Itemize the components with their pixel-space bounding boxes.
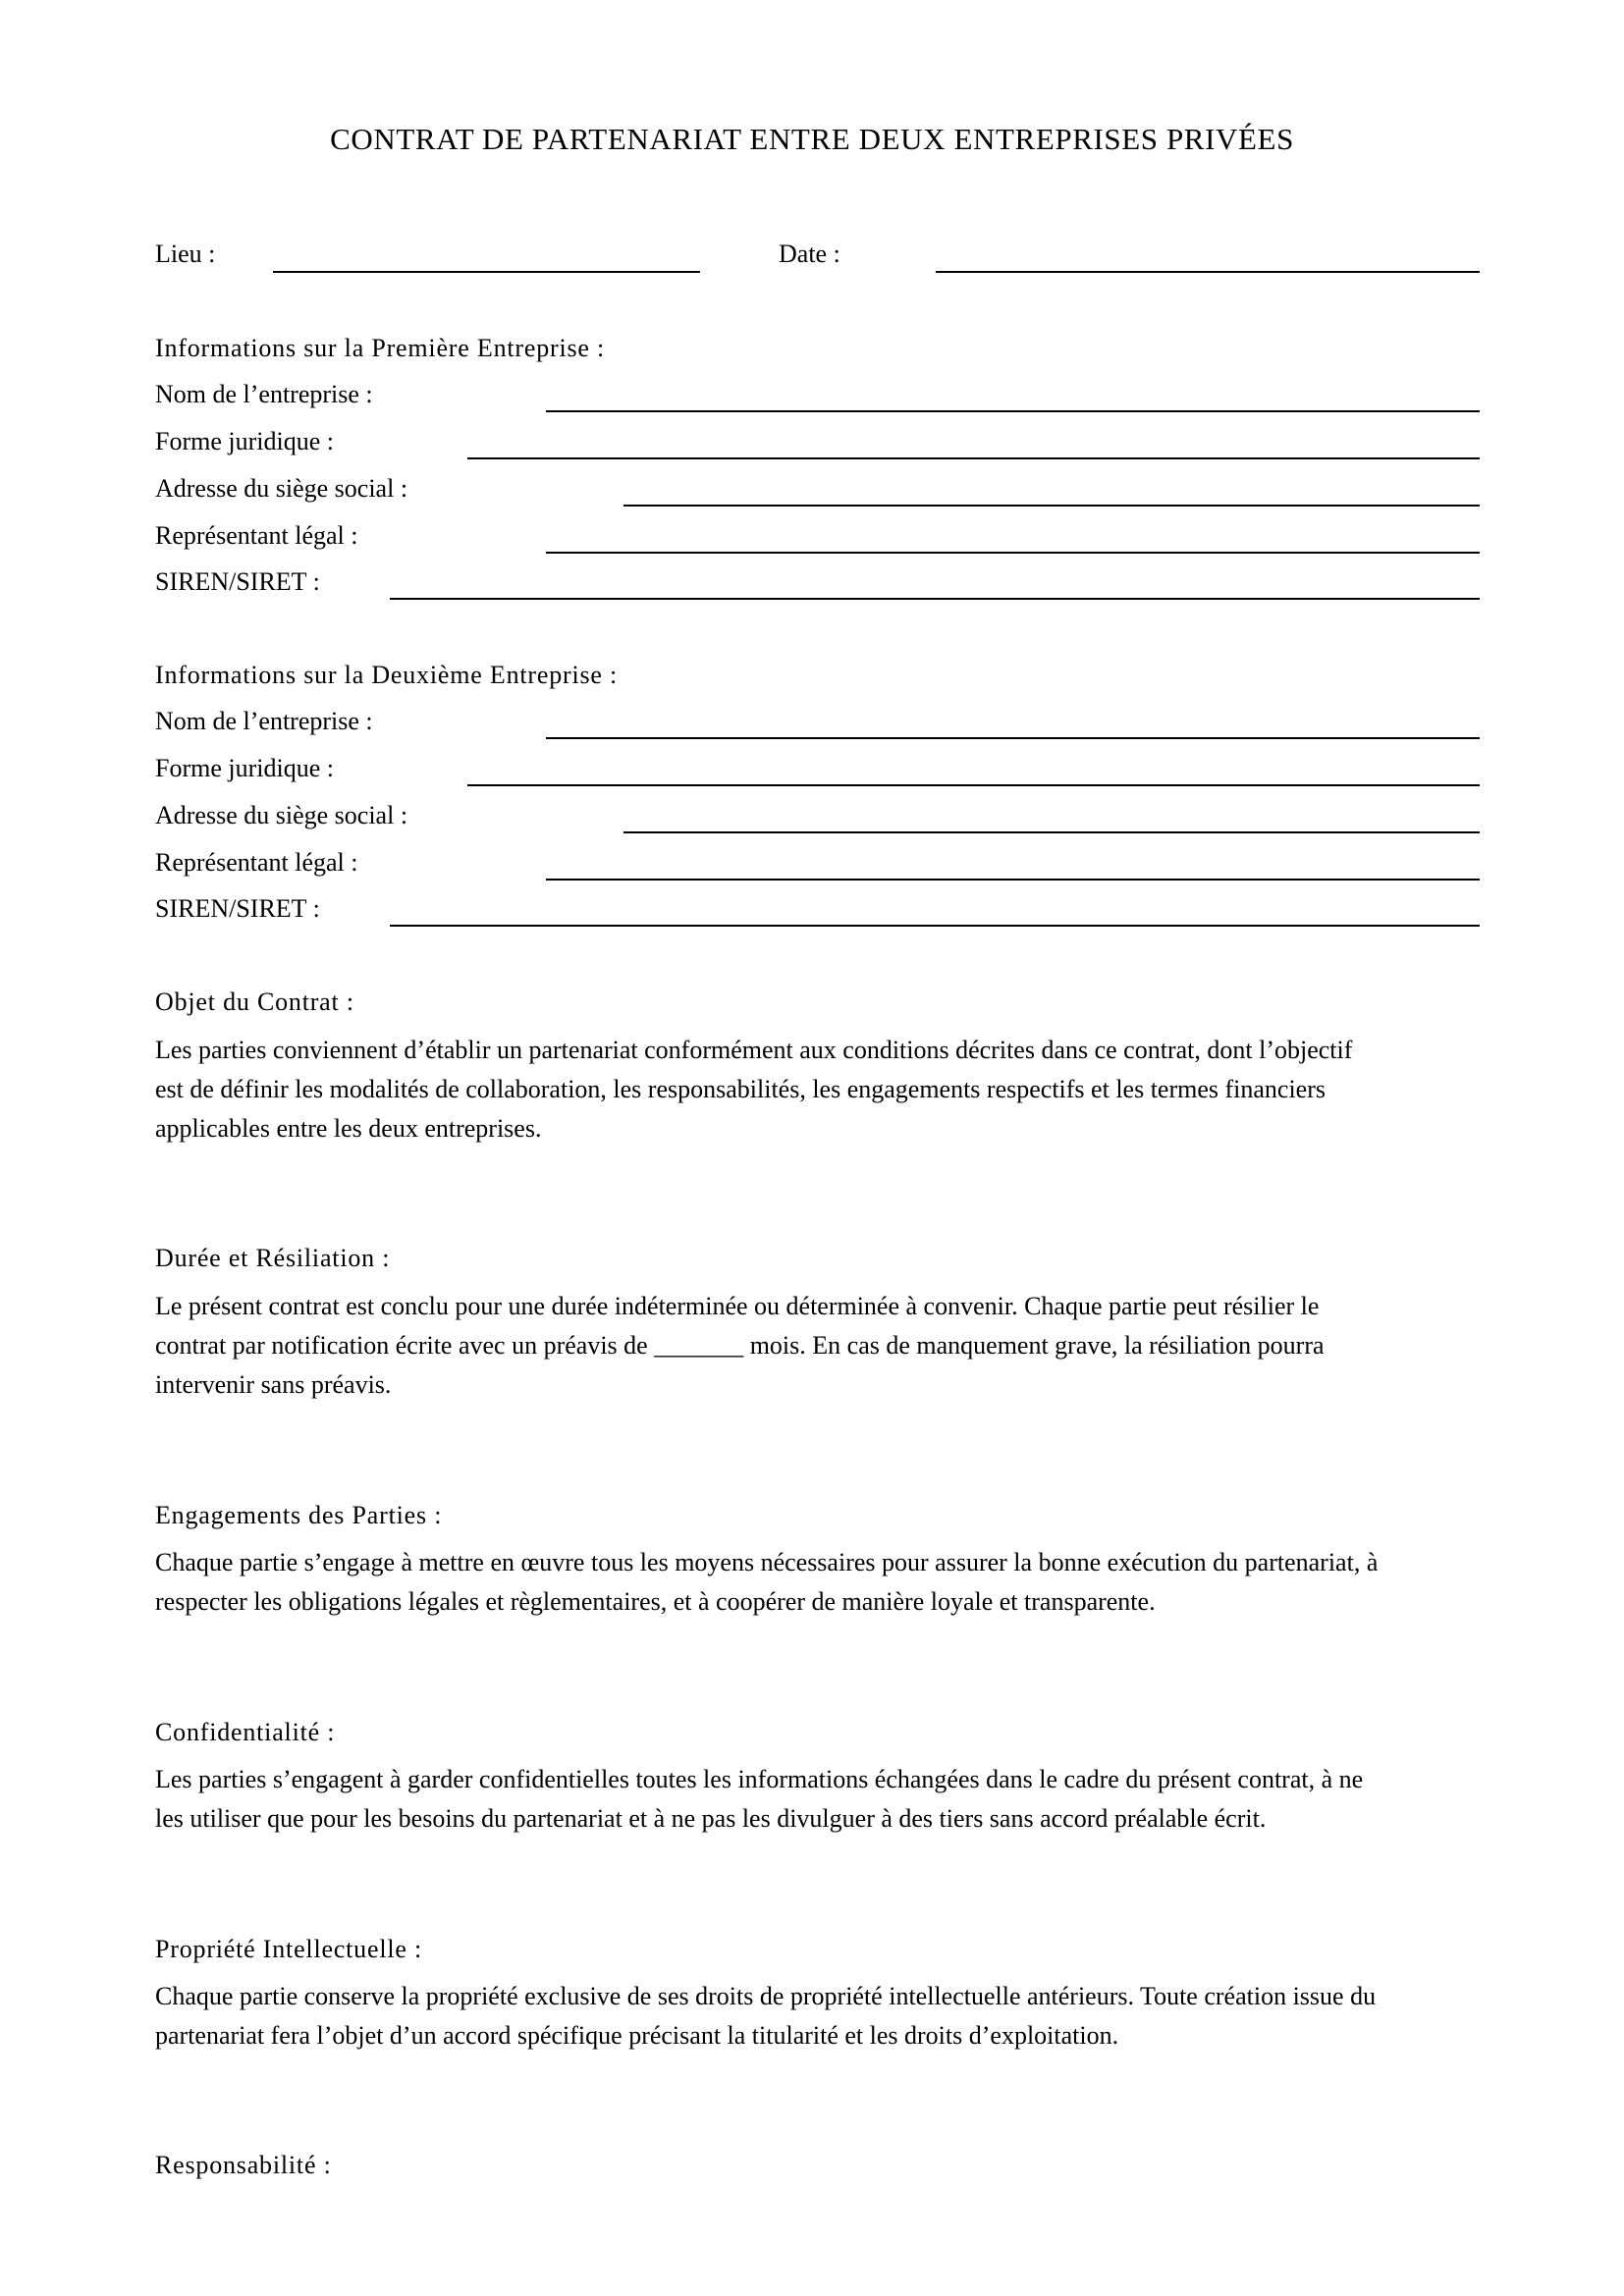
first-company-legal-rep-label: Représentant légal :: [155, 521, 358, 550]
second-company-head-office-line[interactable]: [623, 831, 1480, 833]
duration-line: contrat par notification écrite avec un préavis de _______ mois. En cas de manquement grave, la résiliation pourra: [155, 1331, 1325, 1360]
confidentiality-line: Les parties s’engagent à garder confidentielles toutes les informations échangées dans le cadre du présent contrat, à ne: [155, 1765, 1364, 1793]
confidentiality-line: les utiliser que pour les besoins du partenariat et à ne pas les divulguer à des tiers sans accord préalable écrit.: [155, 1804, 1267, 1833]
first-company-legal-form-label: Forme juridique :: [155, 427, 334, 455]
duration-line: Le présent contrat est conclu pour une durée indéterminée ou déterminée à convenir. Chaque partie peut résilier le: [155, 1292, 1320, 1320]
first-company-head-office-line[interactable]: [623, 505, 1480, 507]
first-company-head-office-label: Adresse du siège social :: [155, 474, 408, 503]
second-company-siren-line[interactable]: [390, 925, 1480, 927]
date-field-line[interactable]: [936, 271, 1480, 273]
second-company-legal-form-label: Forme juridique :: [155, 754, 334, 782]
second-company-name-line[interactable]: [546, 737, 1480, 739]
place-label: Lieu :: [155, 240, 216, 268]
place-field-line[interactable]: [273, 271, 700, 273]
second-company-legal-rep-line[interactable]: [546, 879, 1480, 881]
duration-line: intervenir sans préavis.: [155, 1370, 392, 1399]
liability-heading: Responsabilité :: [155, 2151, 332, 2179]
ip-line: Chaque partie conserve la propriété exclusive de ses droits de propriété intellectuelle antérieurs. Toute création issue du: [155, 1982, 1377, 2010]
date-label: Date :: [779, 240, 840, 268]
second-company-legal-rep-label: Représentant légal :: [155, 848, 358, 877]
commitments-line: Chaque partie s’engage à mettre en œuvre tous les moyens nécessaires pour assurer la bonne exécution du partenariat, à: [155, 1548, 1379, 1576]
object-line: Les parties conviennent d’établir un partenariat conformément aux conditions décrites dans ce contrat, dont l’objectif: [155, 1036, 1353, 1064]
object-paragraph: [155, 1031, 1481, 1148]
ip-heading: Propriété Intellectuelle :: [155, 1935, 423, 1963]
duration-heading: Durée et Résiliation :: [155, 1244, 391, 1272]
confidentiality-paragraph: [155, 1760, 1481, 1839]
first-company-name-line[interactable]: [546, 410, 1480, 412]
second-company-head-office-label: Adresse du siège social :: [155, 801, 408, 829]
first-company-legal-form-line[interactable]: [467, 457, 1480, 459]
second-company-name-label: Nom de l’entreprise :: [155, 707, 373, 735]
page-title: CONTRAT DE PARTENARIAT ENTRE DEUX ENTREPRISES PRIVÉES: [330, 122, 1294, 156]
object-heading: Objet du Contrat :: [155, 988, 354, 1016]
first-company-heading: Informations sur la Première Entreprise :: [155, 334, 606, 362]
second-company-legal-form-line[interactable]: [467, 784, 1480, 786]
ip-paragraph: [155, 1977, 1481, 2056]
first-company-siren-label: SIREN/SIRET :: [155, 567, 320, 596]
second-company-siren-label: SIREN/SIRET :: [155, 894, 320, 923]
object-line: applicables entre les deux entreprises.: [155, 1114, 542, 1143]
commitments-paragraph: [155, 1543, 1481, 1622]
confidentiality-heading: Confidentialité :: [155, 1718, 336, 1746]
commitments-heading: Engagements des Parties :: [155, 1501, 443, 1529]
first-company-name-label: Nom de l’entreprise :: [155, 380, 373, 408]
commitments-line: respecter les obligations légales et règlementaires, et à coopérer de manière loyale et transparente.: [155, 1587, 1156, 1616]
ip-line: partenariat fera l’objet d’un accord spécifique précisant la titularité et les droits d’exploitation.: [155, 2021, 1119, 2050]
first-company-legal-rep-line[interactable]: [546, 552, 1480, 554]
object-line: est de définir les modalités de collaboration, les responsabilités, les engagements respectifs et les termes financiers: [155, 1075, 1326, 1103]
second-company-heading: Informations sur la Deuxième Entreprise :: [155, 661, 619, 689]
duration-paragraph: [155, 1287, 1481, 1405]
first-company-siren-line[interactable]: [390, 598, 1480, 600]
